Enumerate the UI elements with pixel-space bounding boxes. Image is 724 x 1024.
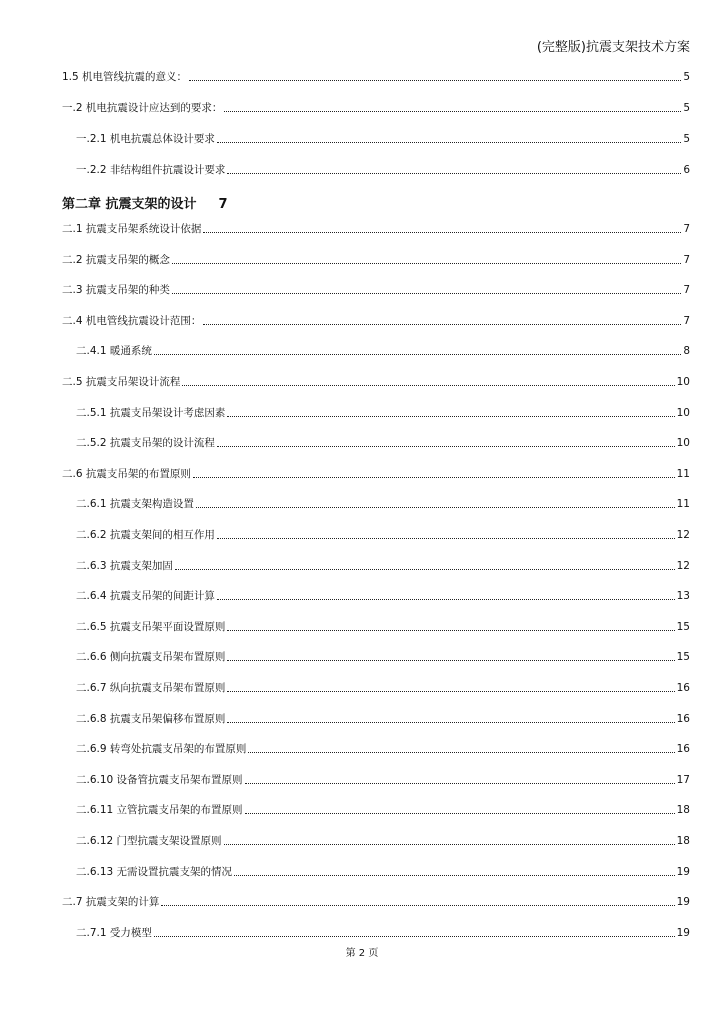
toc-entry[interactable] (62, 373, 690, 389)
toc-dot-leader (248, 751, 674, 753)
toc-dot-leader (172, 262, 681, 264)
toc-entry-label: 二.5.2 抗震支吊架的设计流程 (76, 437, 215, 450)
toc-dot-leader (234, 874, 675, 876)
toc-dot-leader (217, 598, 675, 600)
toc-entry-label: 二.6.8 抗震支吊架偏移布置原则 (76, 712, 226, 725)
toc-dot-leader (217, 445, 675, 447)
toc-entry-label: 二.6.6 侧向抗震支吊架布置原则 (76, 651, 226, 664)
toc-entry-page: 7 (683, 223, 690, 235)
toc-entry-page: 19 (676, 926, 690, 939)
toc-entry[interactable] (62, 465, 690, 481)
toc-entry-page: 18 (676, 804, 690, 817)
toc-entry-label: 一.2 机电抗震设计应达到的要求： (62, 102, 223, 114)
toc-entry-label: 二.6 抗震支吊架的布置原则 (62, 467, 191, 480)
toc-dot-leader (203, 323, 681, 325)
toc-entry-page: 5 (683, 71, 690, 83)
toc-entry-page: 11 (676, 498, 690, 511)
toc-entry[interactable] (76, 434, 690, 450)
chapter-page-number: 7 (218, 197, 228, 212)
toc-entry[interactable] (62, 312, 690, 328)
toc-entry[interactable] (76, 342, 690, 358)
toc-entry-page: 17 (676, 773, 690, 786)
toc-entry-page: 16 (676, 682, 690, 694)
toc-entry[interactable] (76, 801, 690, 817)
toc-entry-page: 6 (683, 164, 690, 176)
toc-entry-page: 5 (683, 102, 690, 114)
toc-entry-label: 二.6.12 门型抗震支架设置原则 (76, 835, 222, 847)
toc-entry[interactable] (62, 893, 690, 909)
toc-dot-leader (217, 537, 675, 539)
toc-dot-leader (193, 476, 675, 478)
toc-entry-page: 16 (676, 743, 690, 756)
page-header-title: (完整版)抗震支架技术方案 (536, 40, 690, 55)
toc-entry-page: 12 (676, 559, 690, 572)
toc-dot-leader (227, 721, 674, 723)
toc-entry-page: 12 (676, 529, 690, 541)
toc-entry[interactable] (62, 99, 690, 115)
toc-dot-leader (224, 843, 675, 845)
toc-entry-page: 7 (683, 284, 690, 297)
toc-entry[interactable] (76, 679, 690, 695)
toc-entry-page: 18 (676, 835, 690, 847)
toc-entry-page: 19 (676, 865, 690, 878)
toc-entry-label: 一.2.1 机电抗震总体设计要求 (76, 133, 215, 145)
toc-entry-label: 二.6.3 抗震支架加固 (76, 559, 173, 572)
toc-dot-leader (175, 568, 675, 570)
toc-entry[interactable] (76, 495, 690, 511)
toc-dot-leader (217, 141, 681, 143)
toc-dot-leader (227, 629, 674, 631)
toc-entry[interactable] (76, 863, 690, 879)
toc-entry-label: 二.7 抗震支架的计算 (62, 896, 160, 909)
toc-dot-leader (245, 812, 675, 814)
toc-entry-page: 19 (676, 896, 690, 909)
toc-entry-page: 7 (683, 314, 690, 327)
toc-entry[interactable] (62, 281, 690, 297)
toc-dot-leader (172, 292, 681, 294)
toc-entry-label: 二.6.7 纵向抗震支吊架布置原则 (76, 682, 226, 694)
toc-entry-label: 二.5 抗震支吊架设计流程 (62, 376, 181, 388)
toc-entry[interactable] (62, 220, 690, 236)
toc-dot-leader (203, 231, 681, 233)
toc-entry[interactable] (76, 740, 690, 756)
toc-entry[interactable] (76, 618, 690, 634)
toc-dot-leader (161, 904, 674, 906)
toc-entry-page: 7 (683, 253, 690, 266)
toc-entry-label: 二.6.2 抗震支架间的相互作用 (76, 529, 215, 541)
toc-entry[interactable] (76, 710, 690, 726)
toc-entry-label: 二.6.5 抗震支吊架平面设置原则 (76, 620, 226, 633)
toc-entry-label: 1.5 机电管线抗震的意义： (62, 71, 188, 83)
toc-dot-leader (245, 782, 675, 784)
toc-entry-label: 二.7.1 受力模型 (76, 926, 152, 939)
toc-entry-page: 8 (683, 345, 690, 358)
toc-dot-leader (227, 415, 674, 417)
toc-dot-leader (154, 935, 675, 937)
toc-entry[interactable] (76, 161, 690, 177)
toc-entry-label: 二.6.9 转弯处抗震支吊架的布置原则 (76, 743, 247, 756)
toc-entry-page: 10 (676, 376, 690, 388)
toc-entry[interactable] (76, 924, 690, 940)
toc-entry[interactable] (62, 251, 690, 267)
toc-entry-label: 一.2.2 非结构组件抗震设计要求 (76, 164, 226, 176)
page-footer-number: 第 2 页 (345, 948, 379, 959)
toc-dot-leader (182, 384, 674, 386)
toc-entry-label: 二.5.1 抗震支吊架设计考虑因素 (76, 406, 226, 419)
toc-entry[interactable] (76, 771, 690, 787)
toc-entry-page: 16 (676, 712, 690, 725)
toc-entry-label: 二.6.13 无需设置抗震支架的情况 (76, 865, 233, 878)
toc-entry[interactable] (76, 832, 690, 848)
toc-entry[interactable] (76, 557, 690, 573)
toc-entry-page: 15 (676, 651, 690, 664)
toc-dot-leader (227, 659, 674, 661)
toc-entry[interactable] (76, 648, 690, 664)
toc-entry[interactable] (76, 404, 690, 420)
toc-entry-page: 10 (676, 406, 690, 419)
toc-entry-label: 二.4.1 暖通系统 (76, 345, 152, 358)
toc-entry-label: 二.6.4 抗震支吊架的间距计算 (76, 590, 215, 603)
toc-entry[interactable] (76, 587, 690, 603)
toc-dot-leader (224, 110, 681, 112)
toc-dot-leader (189, 79, 681, 81)
toc-entry-page: 10 (676, 437, 690, 450)
toc-dot-leader (227, 172, 681, 174)
chapter-heading (62, 193, 228, 212)
toc-entry-page: 11 (676, 467, 690, 480)
toc-dot-leader (196, 506, 675, 508)
toc-entry[interactable] (76, 526, 690, 542)
toc-entry[interactable] (62, 68, 690, 84)
toc-entry-label: 二.6.11 立管抗震支吊架的布置原则 (76, 804, 243, 817)
toc-entry-label: 二.2 抗震支吊架的概念 (62, 253, 170, 266)
toc-entry-page: 5 (683, 133, 690, 145)
toc-entry-label: 二.6.1 抗震支架构造设置 (76, 498, 194, 511)
toc-entry-label: 二.4 机电管线抗震设计范围： (62, 314, 202, 327)
toc-dot-leader (154, 353, 681, 355)
toc-entry-page: 13 (676, 590, 690, 603)
toc-entry-label: 二.1 抗震支吊架系统设计依据 (62, 223, 202, 235)
toc-dot-leader (227, 690, 674, 692)
toc-entry-label: 二.6.10 设备管抗震支吊架布置原则 (76, 773, 243, 786)
chapter-title: 第二章 抗震支架的设计 (62, 197, 197, 212)
toc-entry-page: 15 (676, 620, 690, 633)
toc-entry[interactable] (76, 130, 690, 146)
toc-entry-label: 二.3 抗震支吊架的种类 (62, 284, 170, 297)
